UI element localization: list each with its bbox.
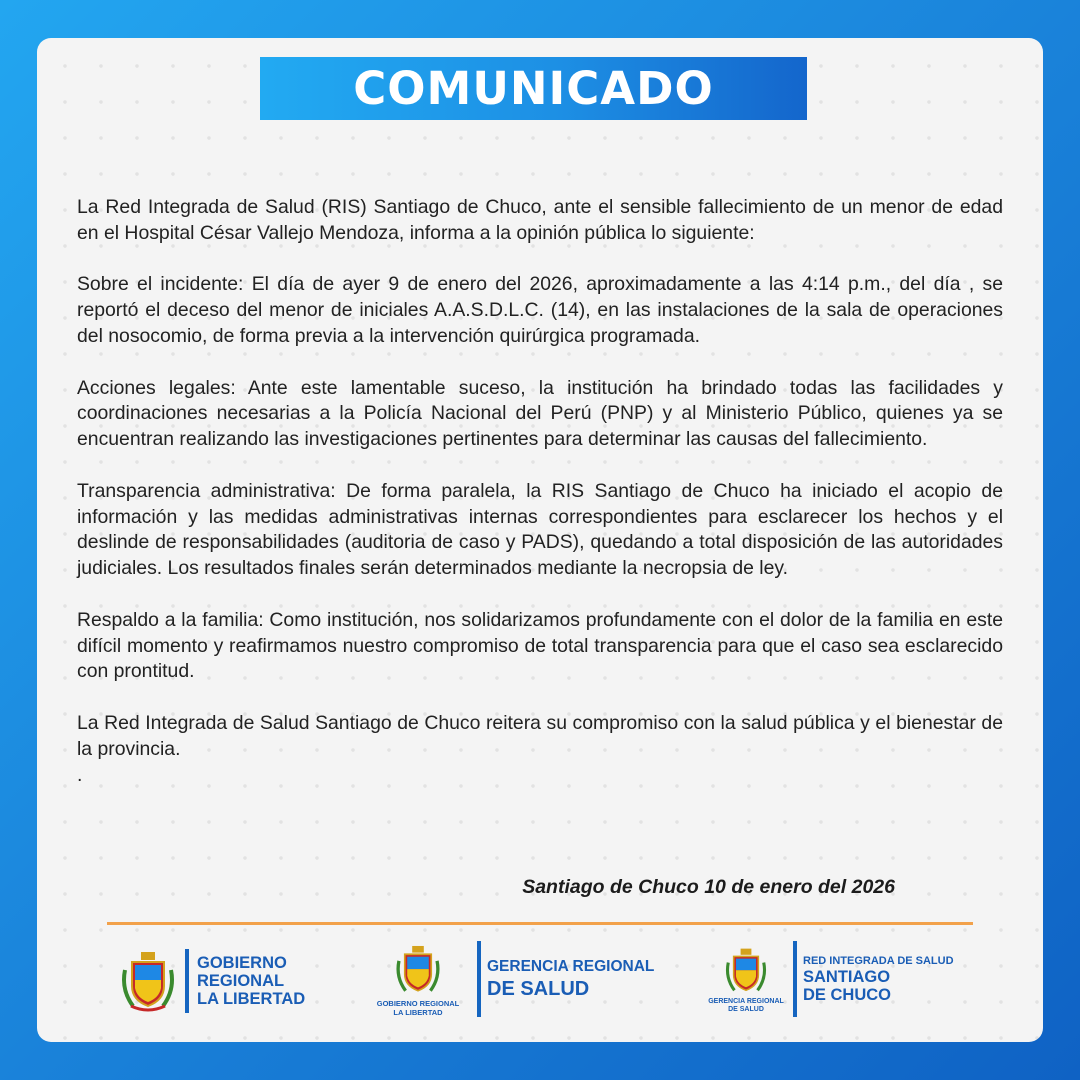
crest-block [363,941,473,1017]
page-title: COMUNICADO [353,62,714,115]
logo1-line3: LA LIBERTAD [197,990,306,1008]
paragraph-closing: La Red Integrada de Salud Santiago de Chuco reitera su compromiso con la salud pública y el bienestar de la provincia. [77,711,1003,760]
crest-caption [708,998,784,1015]
logo1-line2: REGIONAL [197,972,285,990]
logo2-caption1: GOBIERNO REGIONAL [376,999,460,1008]
coat-of-arms-icon [393,941,443,999]
logo2-line2: DE SALUD [487,978,590,1000]
logo2-caption2: LA LIBERTAD [393,1008,443,1017]
logo1-line1: GOBIERNO [197,954,287,972]
paragraph-transparency: Transparencia administrativa: De forma paralela, la RIS Santiago de Chuco ha iniciado el acopio de información y las medidas administrativas internas correspondientes para esclarecer los hechos y el deslinde de responsabilidades (auditoria de caso y PADS), quedando a total disposición de las autoridades judiciales. Los resultados finales serán determinados mediante la necropsia de ley. [77,479,1003,580]
trailing-dot: . [77,763,83,786]
logo-gobierno-regional [119,946,305,1016]
title-banner [260,57,807,120]
coat-of-arms-icon [723,944,769,998]
paragraph-intro: La Red Integrada de Salud (RIS) Santiago de Chuco, ante el sensible fallecimiento de un menor de edad en el Hospital César Vallejo Mendoza, informa a la opinión pública lo siguiente: [77,196,1003,244]
logo3-line1: RED INTEGRADA DE SALUD [803,955,954,967]
logo-divider-bar [793,941,797,1017]
signature-date: Santiago de Chuco 10 de enero del 2026 [522,876,895,898]
logo-divider-bar [185,949,189,1013]
logo-red-integrada [703,941,954,1017]
logo-text-red-integrada [803,954,954,1004]
paragraph-family-support: Respaldo a la familia: Como institución, nos solidarizamos profundamente con el dolor de la familia en este difícil momento y reafirmamos nuestro compromiso de total transparencia para que el caso sea esclarecido con prontitud. [77,608,1003,683]
footer-divider [107,922,973,925]
logo-gerencia-regional [363,941,654,1017]
logo3-caption1: GERENCIA REGIONAL [708,997,784,1005]
logo-divider-bar [477,941,481,1017]
logo3-caption2: DE SALUD [728,1006,764,1013]
logo3-line3: DE CHUCO [803,986,892,1004]
logo-text-gobierno [197,954,305,1008]
paragraph-legal-actions: Acciones legales: Ante este lamentable suceso, la institución ha brindado todas las facilidades y coordinaciones necesarias a la Policía Nacional del Perú (PNP) y al Ministerio Público, quienes ya se encuentran realizando las investigaciones pertinentes para determinar las causas del fallecimiento. [77,376,1003,451]
crest-caption [377,999,460,1017]
logo3-line2: SANTIAGO [803,968,891,986]
communique-body [77,195,1003,788]
logo2-line1: GERENCIA REGIONAL [487,958,655,975]
coat-of-arms-icon [119,946,177,1016]
logo-text-gerencia [487,957,654,1001]
paragraph-incident: Sobre el incidente: El día de ayer 9 de enero del 2026, aproximadamente a las 4:14 p.m., del día , se reportó el deceso del menor de iniciales A.A.S.D.L.C. (14), en las instalaciones de la sala de operaciones del nosocomio, de forma previa a la intervención quirúrgica programada. [77,273,1003,347]
crest-block [703,944,789,1015]
communique-card [37,38,1043,1042]
